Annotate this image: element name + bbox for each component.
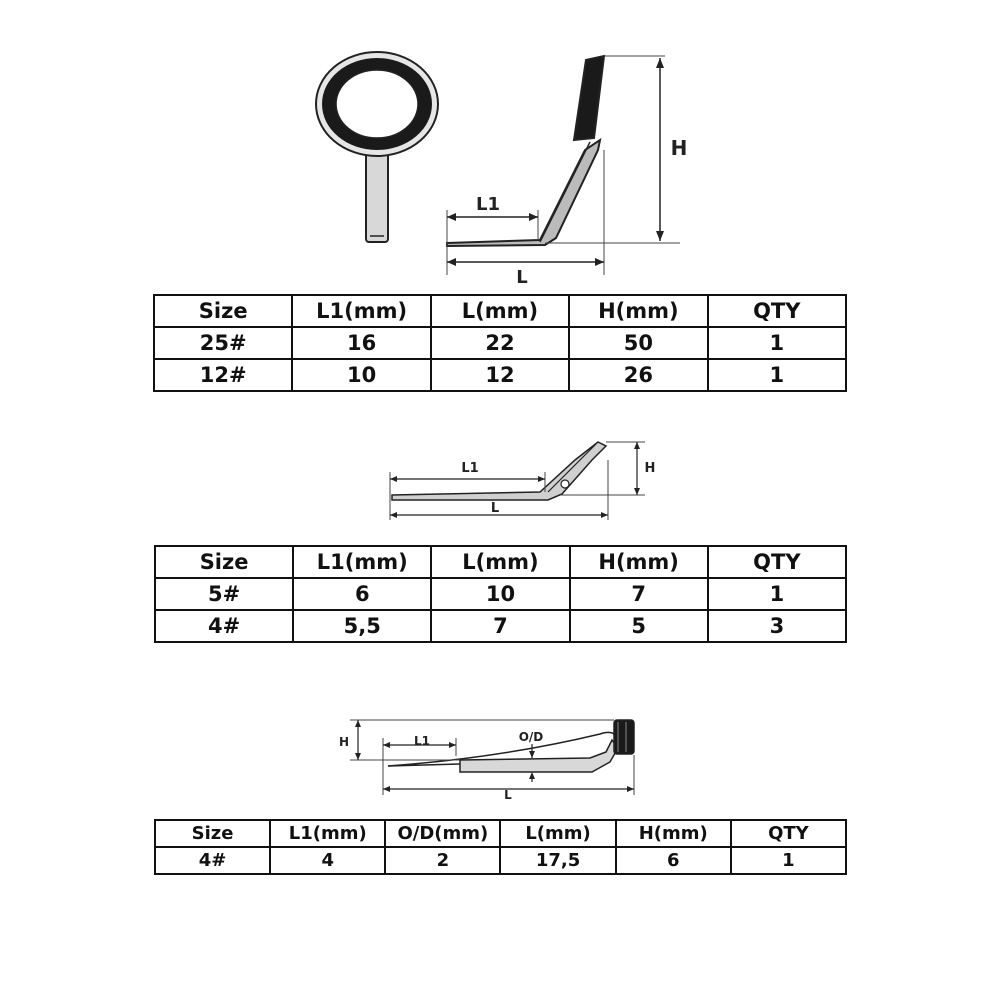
guide-small-diagram bbox=[0, 420, 1000, 530]
header-cell: QTY bbox=[731, 820, 846, 847]
dim-label-h: H bbox=[338, 735, 350, 749]
table-cell: 17,5 bbox=[500, 847, 615, 874]
header-cell: Size bbox=[154, 295, 292, 327]
header-cell: H(mm) bbox=[569, 295, 707, 327]
tip-top-side-view bbox=[350, 720, 634, 772]
table-cell: 5 bbox=[570, 610, 708, 642]
table-cell: 5,5 bbox=[293, 610, 431, 642]
table-row bbox=[155, 610, 846, 642]
guide-large-diagram bbox=[0, 0, 1000, 290]
table-cell: 6 bbox=[293, 578, 431, 610]
table-cell: 10 bbox=[292, 359, 430, 391]
table-row bbox=[154, 359, 846, 391]
dim-label-l1: L1 bbox=[476, 194, 500, 215]
header-cell: H(mm) bbox=[570, 546, 708, 578]
header-cell: L1(mm) bbox=[292, 295, 430, 327]
table-row bbox=[154, 327, 846, 359]
header-cell: L(mm) bbox=[431, 546, 569, 578]
table-cell: 5# bbox=[155, 578, 293, 610]
table-header-row bbox=[155, 820, 846, 847]
table-cell: 10 bbox=[431, 578, 569, 610]
header-cell: O/D(mm) bbox=[385, 820, 500, 847]
header-cell: H(mm) bbox=[616, 820, 731, 847]
tip-top-diagram bbox=[0, 700, 1000, 810]
guide-large-dimensions bbox=[447, 58, 687, 288]
guide-front-view bbox=[316, 52, 438, 242]
guide-small-dimensions bbox=[390, 442, 655, 520]
table-cell: 22 bbox=[431, 327, 569, 359]
table-cell: 6 bbox=[616, 847, 731, 874]
table-cell: 16 bbox=[292, 327, 430, 359]
dim-label-l1: L1 bbox=[461, 461, 479, 476]
dim-label-l1: L1 bbox=[414, 734, 430, 748]
header-cell: L(mm) bbox=[500, 820, 615, 847]
table-header-row bbox=[154, 295, 846, 327]
header-cell: L1(mm) bbox=[293, 546, 431, 578]
header-cell: L1(mm) bbox=[270, 820, 385, 847]
header-cell: Size bbox=[155, 820, 270, 847]
guide-large-drawing bbox=[0, 0, 1000, 290]
table-header-row bbox=[155, 546, 846, 578]
spec-table-tip-top bbox=[154, 819, 847, 875]
table-cell: 1 bbox=[731, 847, 846, 874]
table-cell: 12 bbox=[431, 359, 569, 391]
table-cell: 7 bbox=[570, 578, 708, 610]
table-cell: 50 bbox=[569, 327, 707, 359]
table-cell: 3 bbox=[708, 610, 846, 642]
table-cell: 7 bbox=[431, 610, 569, 642]
header-cell: QTY bbox=[708, 546, 846, 578]
spec-table-small-guide bbox=[154, 545, 847, 643]
table-cell: 12# bbox=[154, 359, 292, 391]
table-cell: 2 bbox=[385, 847, 500, 874]
header-cell: L(mm) bbox=[431, 295, 569, 327]
table-cell: 26 bbox=[569, 359, 707, 391]
dim-label-h: H bbox=[644, 461, 656, 476]
table-row bbox=[155, 578, 846, 610]
table-cell: 1 bbox=[708, 359, 846, 391]
guide-small-drawing bbox=[0, 420, 1000, 530]
header-cell: QTY bbox=[708, 295, 846, 327]
dim-label-l: L bbox=[490, 501, 500, 516]
header-cell: Size bbox=[155, 546, 293, 578]
table-cell: 25# bbox=[154, 327, 292, 359]
table-cell: 4# bbox=[155, 847, 270, 874]
dim-label-l: L bbox=[504, 788, 512, 802]
dim-label-h: H bbox=[670, 136, 688, 160]
table-cell: 4 bbox=[270, 847, 385, 874]
tip-top-drawing bbox=[0, 700, 1000, 810]
dim-label-l: L bbox=[516, 267, 528, 288]
dim-label-od: O/D bbox=[518, 730, 544, 744]
guide-small-side-view bbox=[392, 442, 645, 500]
table-row bbox=[155, 847, 846, 874]
table-cell: 4# bbox=[155, 610, 293, 642]
table-cell: 1 bbox=[708, 327, 846, 359]
spec-table-large-guide bbox=[153, 294, 847, 392]
table-cell: 1 bbox=[708, 578, 846, 610]
